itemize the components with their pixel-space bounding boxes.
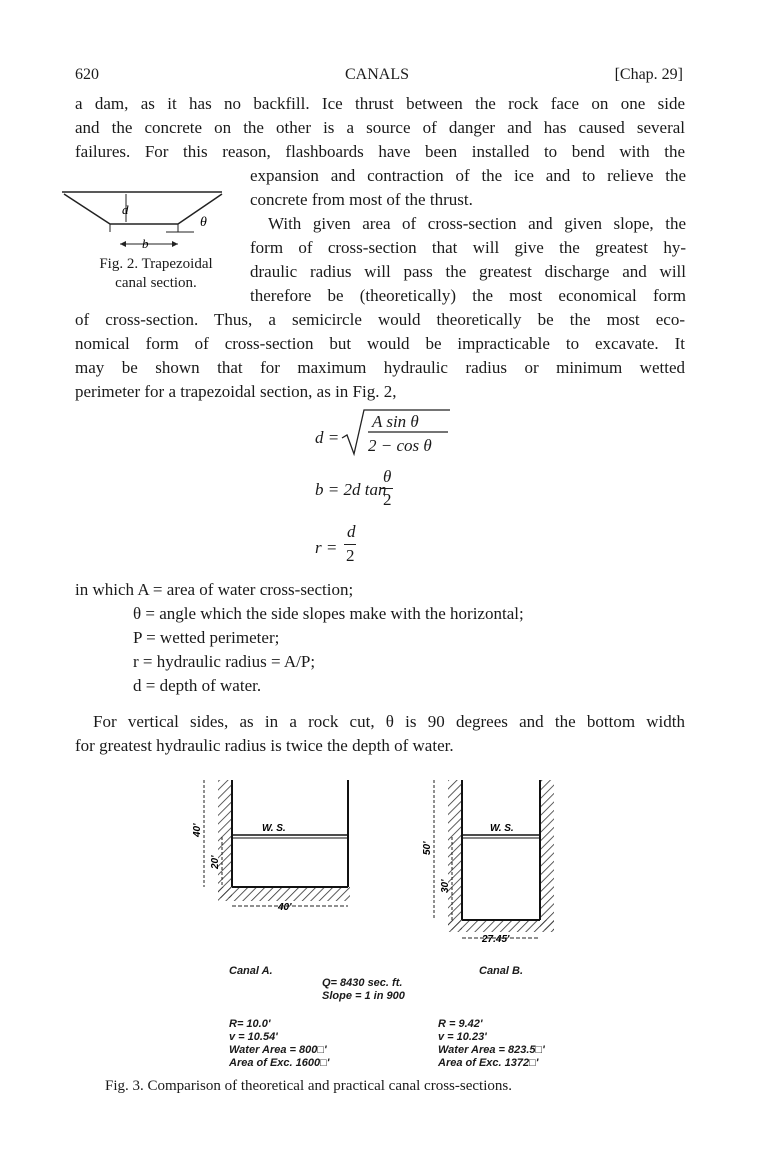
paragraph-2-wrap — [250, 212, 686, 308]
page-header — [75, 66, 683, 90]
fig2-trapezoid-diagram — [60, 186, 240, 252]
text-line: perimeter for a trapezoidal section, as in Fig. 2, — [75, 382, 397, 401]
eq3-lhs: r = — [315, 538, 338, 557]
canal-a-section — [192, 780, 350, 913]
fig3-caption: Fig. 3. Comparison of theoretical and practical canal cross-sections. — [105, 1078, 512, 1094]
fig2-caption — [66, 255, 246, 293]
page-number: 620 — [75, 66, 99, 83]
fig2-caption-line: canal section. — [115, 275, 197, 291]
fig2-label-b: b — [142, 236, 149, 251]
canal-b-r: R = 9.42' — [438, 1018, 483, 1030]
eq1-denominator: 2 − cos θ — [368, 436, 432, 455]
text-line: failures. For this reason, flashboards have been installed to bend with the — [75, 142, 685, 161]
canal-a-water-area: Water Area = 800□' — [229, 1044, 327, 1056]
paragraph-3 — [75, 710, 685, 758]
text-line: expansion and contraction of the ice and to relieve the — [250, 166, 686, 185]
fraction-bar — [344, 544, 356, 545]
text-line: for greatest hydraulic radius is twice the depth of water. — [75, 736, 454, 755]
canal-b-section — [422, 780, 554, 945]
canal-b-water-area: Water Area = 823.5□' — [438, 1044, 545, 1056]
text-line: draulic radius will pass the greatest discharge and will — [250, 262, 686, 281]
canal-a-width: 40' — [278, 902, 292, 913]
fig2-caption-line: Fig. 2. Trapezoidal — [99, 256, 213, 272]
canal-a-ws: W. S. — [262, 823, 286, 834]
text-line: a dam, as it has no backfill. Ice thrust between the rock face on one side — [75, 94, 685, 113]
canal-a-exc-area: Area of Exc. 1600□' — [229, 1057, 330, 1069]
fraction-bar — [381, 488, 393, 489]
canal-b-depth: 30' — [440, 879, 451, 893]
canal-b-width: 27.45' — [482, 934, 510, 945]
text-line: and the concrete on the other is a source of danger and has caused several — [75, 118, 685, 137]
canal-b-exc-area: Area of Exc. 1372□' — [438, 1057, 539, 1069]
fig2-label-theta: θ — [200, 215, 207, 230]
paragraph-1-wrap — [250, 164, 686, 212]
definition-item: d = depth of water. — [133, 676, 262, 695]
canal-b-label: Canal B. — [479, 965, 524, 977]
canal-b-ws: W. S. — [490, 823, 514, 834]
eq2-lhs: b = 2d tan — [315, 480, 387, 499]
canal-a-results — [229, 1018, 329, 1070]
slope: Slope = 1 in 900 — [322, 990, 405, 1002]
paragraph-2 — [75, 308, 685, 404]
canal-a-label: Canal A. — [229, 965, 273, 977]
text-line: may be shown that for maximum hydraulic radius or minimum wetted — [75, 358, 685, 377]
text-line: With given area of cross-section and given slope, the — [268, 214, 686, 233]
text-line: concrete from most of the thrust. — [250, 190, 473, 209]
canal-a-height: 40' — [192, 823, 203, 837]
definition-item: θ = angle which the side slopes make with the horizontal; — [133, 604, 524, 623]
canal-b-results — [438, 1018, 545, 1070]
text-line: form of cross-section that will give the greatest hy- — [250, 238, 686, 257]
eq3-denominator: 2 — [346, 546, 355, 565]
canal-a-r: R= 10.0' — [229, 1018, 271, 1030]
eq1-numerator: A sin θ — [372, 412, 419, 431]
definition-item: r = hydraulic radius = A/P; — [133, 652, 316, 671]
eq3-numerator: d — [347, 522, 356, 541]
flow-rate: Q= 8430 sec. ft. — [322, 977, 403, 989]
running-title: CANALS — [345, 66, 410, 83]
definitions-list — [75, 578, 524, 698]
eq1-lhs: d = — [315, 428, 340, 447]
eq2-numerator: θ — [383, 467, 392, 486]
text-line: of cross-section. Thus, a semicircle would theoretically be the most eco- — [75, 310, 685, 329]
fig2-label-d: d — [122, 202, 129, 217]
chapter-label: [Chap. 29] — [614, 66, 683, 83]
text-line: nomical form of cross-section but would be impracticable to excavate. It — [75, 334, 685, 353]
canal-a-v: v = 10.54' — [229, 1031, 278, 1043]
paragraph-1 — [75, 92, 685, 164]
definition-item: in which A = area of water cross-section; — [75, 580, 354, 599]
text-line: therefore be (theoretically) the most economical form — [250, 286, 686, 305]
canal-b-height: 50' — [422, 841, 433, 855]
fig3-canal-diagrams — [190, 775, 590, 955]
eq2-denominator: 2 — [383, 490, 392, 509]
canal-a-depth: 20' — [210, 855, 221, 869]
text-line: For vertical sides, as in a rock cut, θ is 90 degrees and the bottom width — [93, 712, 685, 731]
canal-b-v: v = 10.23' — [438, 1031, 487, 1043]
definition-item: P = wetted perimeter; — [133, 628, 280, 647]
